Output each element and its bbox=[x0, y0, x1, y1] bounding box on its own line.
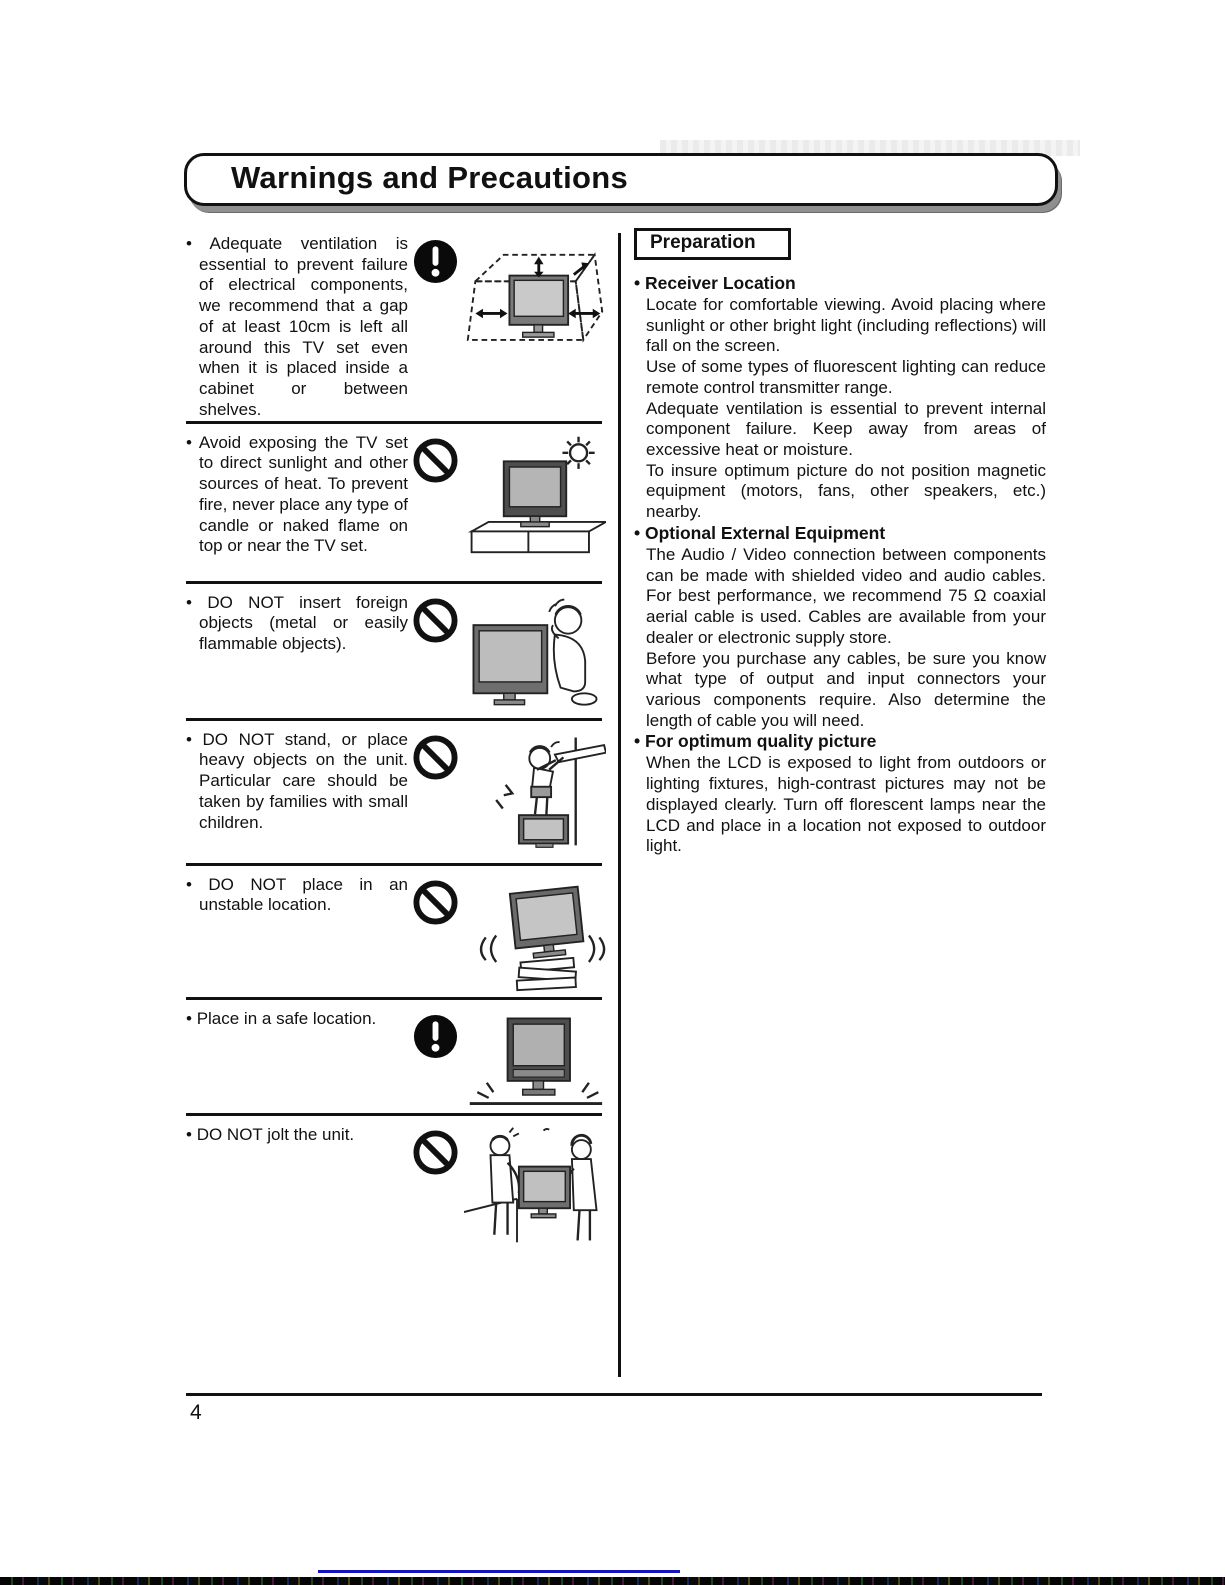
warnings-column bbox=[186, 225, 602, 1276]
section-title: • Optional External Equipment bbox=[634, 523, 1046, 545]
page-title: Warnings and Precautions bbox=[231, 160, 629, 195]
section-paragraph: When the LCD is exposed to light from outdoors or lighting fixtures, high-contrast pictures may not be displayed clearly. Turn off florescent lamps near the LCD and place in a location not exposed to outdoor light. bbox=[646, 753, 1046, 856]
section-title: • Receiver Location bbox=[634, 273, 1046, 295]
child-behind-tv-illustration bbox=[464, 593, 606, 718]
child-standing-on-tv-illustration bbox=[464, 730, 606, 863]
warning-item-ventilation bbox=[186, 225, 602, 424]
tv-sunlight-heat-illustration bbox=[464, 433, 606, 581]
warning-text: • Place in a safe location. bbox=[186, 1009, 412, 1113]
title-banner bbox=[184, 153, 1058, 206]
warning-text: • DO NOT insert foreign objects (metal or easily flammable objects). bbox=[186, 593, 412, 718]
tv-ventilation-clearance-illustration bbox=[464, 234, 606, 421]
prohibition-icon bbox=[412, 875, 464, 997]
warning-item-unstable-location bbox=[186, 866, 602, 1000]
warning-item-jolt bbox=[186, 1116, 602, 1276]
warning-item-sunlight bbox=[186, 424, 602, 584]
scan-edge-noise-artifact bbox=[0, 1577, 1225, 1585]
preparation-column bbox=[634, 228, 1046, 857]
mandatory-exclamation-icon bbox=[412, 1009, 464, 1113]
section-receiver-location bbox=[634, 273, 1046, 523]
section-paragraph: The Audio / Video connection between components can be made with shielded video and audio cables. For best performance, we recommend 75 Ω coaxial aerial cable is used. Cables are available from your dealer or electronic supply store. bbox=[646, 544, 1046, 647]
prohibition-icon bbox=[412, 593, 464, 718]
section-optional-external-equipment bbox=[634, 523, 1046, 731]
footer-rule bbox=[186, 1393, 1042, 1396]
prohibition-icon bbox=[412, 730, 464, 863]
warning-text: • DO NOT jolt the unit. bbox=[186, 1125, 412, 1276]
column-divider bbox=[618, 233, 621, 1377]
section-paragraph: Before you purchase any cables, be sure you know what type of output and input connectors your various components require. Also determine the length of cable you will need. bbox=[646, 648, 1046, 730]
warning-text: • Adequate ventilation is essential to prevent failure of electrical components, we recommend that a gap of at least 10cm is left all around this TV set even when it is placed inside a cabinet or between shelves. bbox=[186, 234, 412, 421]
prohibition-icon bbox=[412, 1125, 464, 1276]
warning-item-stand-heavy-objects bbox=[186, 721, 602, 866]
prohibition-icon bbox=[412, 433, 464, 581]
page-number: 4 bbox=[190, 1401, 202, 1424]
scan-blue-line-artifact bbox=[318, 1570, 680, 1573]
warning-item-foreign-objects bbox=[186, 584, 602, 721]
preparation-header: Preparation bbox=[634, 228, 791, 260]
section-paragraph: Locate for comfortable viewing. Avoid placing where sunlight or other bright light (including reflections) will fall on the screen. bbox=[646, 294, 1046, 356]
warning-text: • Avoid exposing the TV set to direct sunlight and other sources of heat. To prevent fire, never place any type of candle or naked flame on top or near the TV set. bbox=[186, 433, 412, 581]
tv-on-unstable-stack-illustration bbox=[464, 875, 606, 997]
section-optimum-quality-picture bbox=[634, 731, 1046, 857]
warning-text: • DO NOT stand, or place heavy objects on the unit. Particular care should be taken by families with small children. bbox=[186, 730, 412, 863]
section-paragraph: Adequate ventilation is essential to prevent internal component failure. Keep away from areas of excessive heat or moisture. bbox=[646, 398, 1046, 460]
section-title: • For optimum quality picture bbox=[634, 731, 1046, 753]
warning-text: • DO NOT place in an unstable location. bbox=[186, 875, 412, 997]
mandatory-exclamation-icon bbox=[412, 234, 464, 421]
two-people-carrying-tv-illustration bbox=[464, 1125, 606, 1276]
section-paragraph: Use of some types of fluorescent lighting can reduce remote control transmitter range. bbox=[646, 357, 1046, 397]
warning-item-safe-location bbox=[186, 1000, 602, 1116]
tv-safe-location-illustration bbox=[464, 1009, 606, 1113]
section-paragraph: To insure optimum picture do not position magnetic equipment (motors, fans, other speakers, etc.) nearby. bbox=[646, 460, 1046, 522]
